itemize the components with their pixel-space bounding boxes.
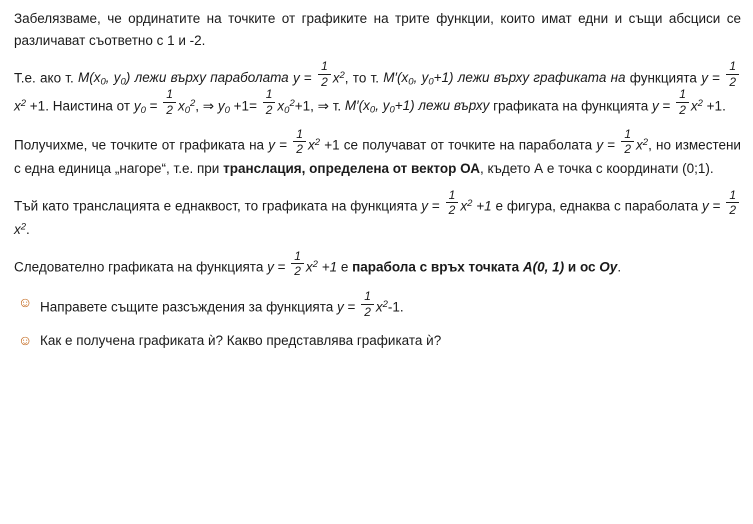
paragraph-observation <box>14 8 741 52</box>
p1-line1: Забелязваме, че ординатите на точките от графиките на трите функции, които имат едни и <box>14 11 623 26</box>
fraction-denominator: 2 <box>679 103 686 118</box>
p2-point-m-prime <box>383 70 626 88</box>
fraction-one-half <box>676 88 689 116</box>
fraction-numerator: 1 <box>729 59 736 74</box>
smiley-icon: ☺ <box>18 294 33 311</box>
b1-s4: x <box>375 299 383 315</box>
fraction-numerator: 1 <box>364 288 371 303</box>
p2-s2sub: 0 <box>100 76 106 88</box>
p2-s29: y <box>652 98 659 114</box>
fraction-numerator: 1 <box>679 87 686 102</box>
paragraph-proof <box>14 59 741 119</box>
smiley-icon: ☺ <box>18 331 33 348</box>
task-item-2-text: Как е получена графиката ѝ? Какво представлява графиката ѝ? <box>40 332 442 348</box>
p4-s11: . <box>26 222 30 238</box>
p2-s23: x <box>277 98 285 114</box>
p2-s2: M(x <box>78 70 101 86</box>
p3-s7: = <box>603 137 620 153</box>
fraction-numerator: 1 <box>624 126 632 141</box>
p5-s4: x <box>305 259 313 275</box>
p2-s31: x <box>690 98 698 114</box>
p5-s11: . <box>617 259 622 275</box>
p3-bold-vector-2: ОА <box>460 161 481 177</box>
p2-s13: y <box>701 70 708 86</box>
p2-s19sub: 0 <box>184 105 190 117</box>
p5-s6: е <box>337 259 353 275</box>
p3-s1: Получихме, че точките от графиката на <box>14 137 269 153</box>
paragraph-conclusion <box>14 248 741 280</box>
fraction-numerator: 1 <box>296 126 303 141</box>
p5-s4sup: 2 <box>312 258 318 270</box>
fraction-one-half <box>163 88 176 116</box>
p2-s17sub: 0 <box>140 105 146 117</box>
p2-s8: , то т. <box>344 70 384 86</box>
p2-s28: графиката на функцията <box>493 98 653 114</box>
fraction-denominator: 2 <box>265 103 273 118</box>
fraction-one-half <box>446 189 459 217</box>
p2-s21: y <box>217 98 225 114</box>
p2-s25sub: 0 <box>369 105 376 117</box>
p2-s25: M′(x <box>344 98 370 114</box>
p3-s5: +1 се получават от точките на параболата <box>320 137 593 153</box>
fraction-denominator: 2 <box>321 74 328 89</box>
p2-s19sup: 2 <box>190 97 196 109</box>
p2-s11: +1) лежи върху графиката на <box>433 70 626 86</box>
p4-s10: x <box>14 222 21 238</box>
fraction-one-half <box>291 250 304 278</box>
p2-s14: = <box>707 70 725 86</box>
p2-point-m <box>78 70 293 88</box>
p3-s2: y <box>268 137 275 153</box>
task-item-1 <box>14 288 741 320</box>
fraction-denominator: 2 <box>296 142 303 157</box>
p2-s1: Т.е. ако т. <box>14 70 78 86</box>
p4-s10sup: 2 <box>20 221 27 233</box>
fraction-denominator: 2 <box>166 103 173 118</box>
p3-s6: y <box>596 137 604 153</box>
p2-s26sub: 0 <box>389 105 395 117</box>
b1-s4sup: 2 <box>382 299 388 311</box>
p4-s7: параболата <box>624 198 702 214</box>
p4-s4: x <box>460 198 468 214</box>
fraction-one-half <box>726 189 739 217</box>
p4-s6: е фигура, еднаква с <box>491 198 621 214</box>
p2-s7: x <box>332 70 340 86</box>
b1-s3: = <box>343 299 360 315</box>
p2-s22: +1= <box>229 98 261 114</box>
p2-s10: , y <box>413 70 429 86</box>
p4-s4sup: 2 <box>467 197 473 209</box>
p2-s10sub: 0 <box>428 76 434 88</box>
p3-s8: x <box>636 137 643 153</box>
p3-s12: , където А е точка с координати (0;1). <box>480 161 714 177</box>
p4-s8: y <box>701 198 709 214</box>
b1-s1: Направете същите разсъждения за функцията <box>40 299 338 315</box>
p2-s9sub: 0 <box>408 76 414 88</box>
p2-s17: y <box>133 98 141 114</box>
fraction-denominator: 2 <box>729 203 737 218</box>
fraction-denominator: 2 <box>294 264 301 279</box>
fraction-one-half <box>318 60 331 88</box>
p2-s27: +1) лежи върху <box>394 98 490 114</box>
p2-s23sup: 2 <box>289 97 295 109</box>
fraction-one-half <box>361 290 374 318</box>
fraction-numerator: 1 <box>294 248 301 263</box>
p2-s6: = <box>299 70 317 86</box>
p5-s1: Следователно графиката на функцията <box>14 259 268 275</box>
p3-bold-vector-1: транслация, определена от вектор <box>223 161 457 177</box>
task-item-2 <box>14 330 741 352</box>
p2-s7sup: 2 <box>339 69 345 81</box>
p5-bold-point-a: A(0, 1) <box>522 259 565 275</box>
p2-s21sub: 0 <box>224 105 230 117</box>
fraction-numerator: 1 <box>729 187 737 202</box>
p2-point-m-prime-2 <box>344 98 490 117</box>
p2-s15: x <box>14 98 21 114</box>
p2-s12: функцията <box>629 70 702 86</box>
p2-s30: = <box>658 98 675 114</box>
p4-s2: y <box>421 198 429 214</box>
p2-s3sub: 0 <box>120 76 126 88</box>
p4-s3: = <box>428 198 444 214</box>
fraction-one-half <box>726 60 739 88</box>
fraction-one-half <box>293 128 306 156</box>
p4-s9: = <box>708 198 725 214</box>
p3-s8sup: 2 <box>642 136 649 148</box>
fraction-denominator: 2 <box>448 203 456 218</box>
p4-s1: Тъй като транслацията е еднаквост, то графиката на функцията <box>14 198 422 214</box>
p2-s19: x <box>177 98 185 114</box>
fraction-numerator: 1 <box>166 87 173 102</box>
fraction-numerator: 1 <box>448 187 456 202</box>
fraction-denominator: 2 <box>364 304 371 319</box>
b1-s2: y <box>337 299 344 315</box>
p2-s20: , ⇒ <box>195 98 218 114</box>
p2-s24: +1, ⇒ т. <box>294 98 345 114</box>
p5-bold-oy: Оу <box>599 259 618 275</box>
fraction-one-half <box>621 128 634 156</box>
p5-bold-vertex: парабола с връх точката <box>352 259 520 275</box>
p2-s32: +1. <box>702 98 726 114</box>
fraction-numerator: 1 <box>321 59 328 74</box>
p1-line2: същи абсциси се различават съответно с 1 и -2. <box>14 11 741 48</box>
p4-s5: +1 <box>472 198 492 214</box>
p2-s31sup: 2 <box>697 97 703 109</box>
p5-bold-axis: и ос <box>564 259 600 275</box>
fraction-numerator: 1 <box>265 87 273 102</box>
p2-s16: +1. Наистина от <box>26 98 134 114</box>
p5-s3: = <box>273 259 290 275</box>
p2-s3: , y <box>105 70 121 86</box>
p2-s26: , y <box>375 98 390 114</box>
p3-s4sup: 2 <box>314 136 320 148</box>
paragraph-translation <box>14 126 741 180</box>
p2-s4: ) лежи върху параболата <box>125 70 293 86</box>
p3-s9: , но изместени с една единица „нагоре“, т.е. при <box>14 137 741 177</box>
paragraph-congruence <box>14 187 741 241</box>
p3-s4: x <box>307 137 315 153</box>
p5-s5: +1 <box>317 259 338 275</box>
fraction-one-half <box>263 88 276 116</box>
p3-s3: = <box>275 137 292 153</box>
p2-s15sup: 2 <box>20 97 27 109</box>
p2-s23sub: 0 <box>284 105 290 117</box>
p5-s2: y <box>267 259 274 275</box>
p2-s5: y <box>292 70 300 86</box>
fraction-denominator: 2 <box>624 142 632 157</box>
task-item-1-text <box>40 288 741 320</box>
p2-s18: = <box>145 98 162 114</box>
fraction-denominator: 2 <box>729 74 736 89</box>
p2-s9: M′(x <box>383 70 409 86</box>
b1-s5: -1. <box>387 299 404 315</box>
